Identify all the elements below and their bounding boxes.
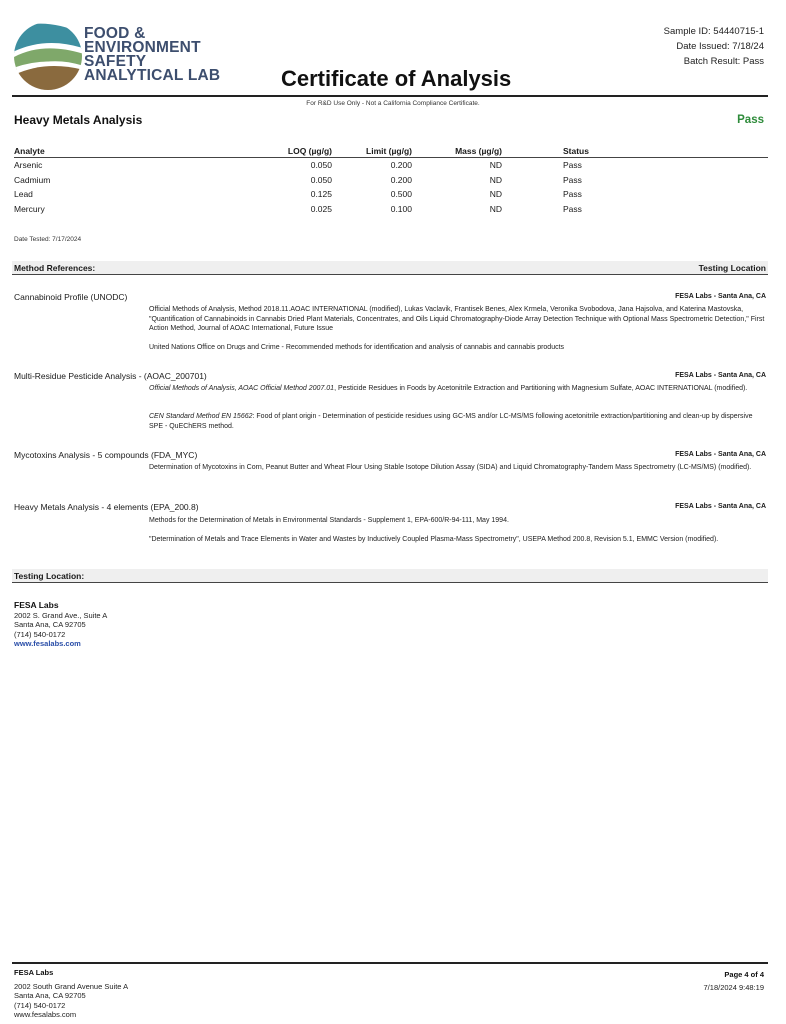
page-header	[0, 0, 786, 100]
footer-timestamp: 7/18/2024 9:48:19	[703, 983, 764, 992]
method-name: Mycotoxins Analysis - 5 compounds (FDA_MYC)	[14, 450, 198, 460]
method-location: FESA Labs - Santa Ana, CA	[675, 503, 766, 510]
lab-name-line: FOOD &	[84, 25, 146, 42]
lab-name	[84, 27, 220, 83]
method-name: Cannabinoid Profile (UNODC)	[14, 292, 128, 302]
footer-name: FESA Labs	[14, 968, 54, 977]
address-line: 2002 S. Grand Ave., Suite A	[14, 610, 108, 620]
citation-italic: CEN Standard Method EN 15662	[149, 413, 253, 420]
method-reference	[14, 502, 766, 562]
method-reference	[14, 371, 766, 441]
bar-label: Testing Location	[698, 263, 766, 273]
column-header: Analyte	[14, 146, 45, 156]
lab-name-line: SAFETY	[84, 53, 147, 70]
address-line: Santa Ana, CA 92705	[14, 620, 86, 629]
analyte-cell: Arsenic	[14, 160, 43, 170]
date-issued: Date Issued: 7/18/24	[676, 41, 764, 52]
footer-phone: (714) 540-0172	[14, 1000, 66, 1010]
method-description	[149, 384, 765, 394]
footer-address-line: 2002 South Grand Avenue Suite A	[14, 981, 129, 991]
mass-cell: ND	[489, 203, 502, 214]
status-cell: Pass	[563, 189, 582, 199]
analyte-cell: Lead	[14, 189, 33, 199]
footer-divider	[12, 962, 768, 964]
footer-address	[14, 968, 128, 1020]
location-name: FESA Labs	[14, 600, 59, 610]
sample-id: Sample ID: 54440715-1	[663, 26, 764, 37]
column-header: Limit (µg/g)	[366, 146, 412, 156]
date-tested: Date Tested: 7/17/2024	[14, 236, 82, 243]
sample-meta	[664, 24, 764, 69]
citation-italic: Official Methods of Analysis, AOAC Official Method 2007.01	[149, 385, 335, 392]
mass-cell: ND	[489, 160, 502, 170]
testing-location-bar	[12, 569, 768, 583]
loq-cell: 0.050	[310, 160, 332, 170]
method-reference	[14, 292, 766, 362]
table-header-row	[14, 144, 768, 158]
footer-address-line: Santa Ana, CA 92705	[14, 991, 86, 1000]
limit-cell: 0.500	[390, 189, 412, 199]
method-references-bar	[12, 261, 768, 275]
bar-label: Testing Location:	[14, 571, 85, 581]
status-cell: Pass	[563, 203, 582, 214]
page-number: Page 4 of 4	[724, 970, 764, 979]
method-description: Determination of Mycotoxins in Corn, Peanut Butter and Wheat Flour Using Stable Isotope Dilution Assay (SIDA) and Liquid Chromatography-Tandem Mass Spectrometry (LC-MS/MS) (modified).	[149, 464, 752, 471]
method-description: United Nations Office on Drugs and Crime - Recommended methods for identification and analysis of cannabis and cannabis products	[149, 344, 565, 350]
method-name: Heavy Metals Analysis - 4 elements (EPA_200.8)	[14, 502, 199, 512]
footer-website: www.fesalabs.com	[14, 1010, 77, 1019]
loq-cell: 0.125	[310, 189, 332, 199]
method-description	[149, 412, 765, 431]
table-row	[14, 202, 768, 217]
table-row	[14, 187, 768, 202]
website-link[interactable]: www.fesalabs.com	[14, 639, 81, 648]
section-title: Heavy Metals Analysis	[14, 113, 143, 127]
column-header: LOQ (µg/g)	[287, 146, 332, 156]
limit-cell: 0.100	[390, 203, 412, 214]
limit-cell: 0.200	[390, 174, 412, 185]
loq-cell: 0.025	[310, 203, 332, 214]
batch-result: Batch Result: Pass	[683, 56, 764, 67]
testing-location-address	[14, 601, 107, 649]
status-cell: Pass	[563, 174, 582, 185]
method-description: Methods for the Determination of Metals in Environmental Standards - Supplement 1, EPA-600/R-94-111, May 1994.	[149, 517, 509, 524]
citation-text: , Pesticide Residues in Foods by Acetonitrile Extraction and Partitioning with Magnesium Sulfate, AOAC INTERNATIONAL (modified).	[334, 385, 748, 392]
disclaimer: For R&D Use Only - Not a California Compliance Certificate.	[306, 100, 480, 107]
analyte-cell: Mercury	[14, 203, 45, 214]
section-result-badge: Pass	[737, 114, 764, 126]
citation-text: : Food of plant origin - Determination of pesticide residues using GC-MS and/or LC-MS/MS following acetonitrile extraction/partitioning and clean-up by dispersive SPE - QuEChERS method.	[149, 413, 753, 430]
method-description: "Determination of Metals and Trace Elements in Water and Wastes by Inductively Coupled Plasma-Mass Spectrometry", USEPA Method 200.8, Revision 5.1, EMMC Version (modified).	[149, 536, 719, 543]
lab-name-line: ANALYTICAL LAB	[84, 67, 221, 84]
lab-logo-icon	[12, 20, 84, 92]
status-cell: Pass	[563, 160, 582, 170]
method-location: FESA Labs - Santa Ana, CA	[675, 293, 766, 300]
column-header: Status	[563, 146, 589, 156]
table-row	[14, 173, 768, 188]
document-title: Certificate of Analysis	[281, 66, 512, 91]
method-location: FESA Labs - Santa Ana, CA	[675, 372, 766, 379]
loq-cell: 0.050	[310, 174, 332, 185]
header-divider	[12, 95, 768, 97]
bar-label: Method References:	[14, 263, 96, 273]
method-description: Official Methods of Analysis, Method 2018.11.AOAC INTERNATIONAL (modified), Lukas Vaclavik, Frantisek Benes, Alex Krmela, Veronika Svobodova, Jana Hajsolva, and Katerina Mastovska, "Quantification of Cannabinoids in Cannabis Dried Plant Materials, Concentrates, and Oils Liquid Chromatography-Diode Array Detection Technique with Optional Mass Spectrometric Detection," First Action Method, Journal of AOAC International, Future Issue	[149, 306, 765, 332]
column-header: Mass (µg/g)	[455, 146, 502, 156]
heavy-metals-table	[14, 144, 768, 216]
footer-page-info	[704, 968, 764, 994]
limit-cell: 0.200	[390, 160, 412, 170]
method-reference	[14, 450, 766, 490]
method-location: FESA Labs - Santa Ana, CA	[675, 451, 766, 458]
mass-cell: ND	[489, 174, 502, 185]
method-name: Multi-Residue Pesticide Analysis - (AOAC_200701)	[14, 371, 207, 381]
phone-number: (714) 540-0172	[14, 629, 66, 639]
table-row	[14, 158, 768, 173]
mass-cell: ND	[489, 189, 502, 199]
lab-name-line: ENVIRONMENT	[84, 39, 201, 56]
analyte-cell: Cadmium	[14, 174, 51, 185]
